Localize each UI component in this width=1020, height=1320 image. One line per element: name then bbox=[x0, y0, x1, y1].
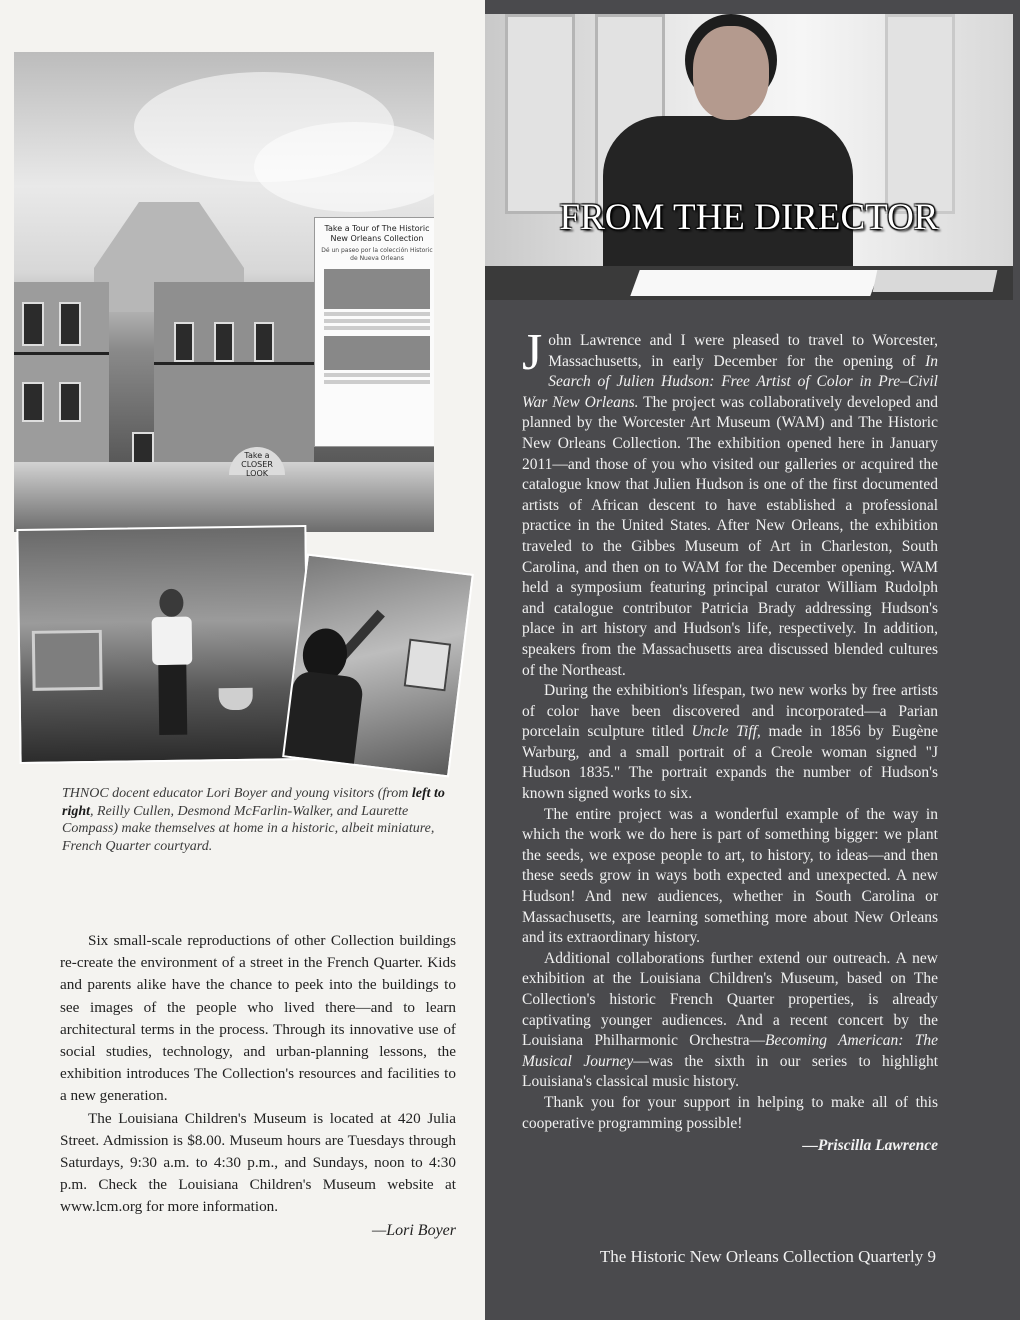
poster-subtitle: Dé un paseo por la colección Historic de Nueva Orleans bbox=[321, 247, 433, 262]
director-letter bbox=[522, 324, 939, 1157]
director-signature: —Priscilla Lawrence bbox=[802, 1137, 938, 1155]
exhibit-photo-boy bbox=[16, 525, 309, 764]
exhibit-photo-buildings bbox=[14, 52, 434, 532]
left-article-text bbox=[60, 930, 456, 1242]
left-paragraph: Six small-scale reproductions of other Collection buildings re-create the environment of a street in the French Quarter. Kids and parents alike have the chance to peek into the buildings to see images of the people who lived there—and to learn architectural terms in the process. Through its innovative use of social studies, technology, and urban-planning lessons, the exhibition introduces The Collection's resources and facilities to a new generation. bbox=[60, 932, 456, 1105]
letter-paragraph: John Lawrence and I were pleased to travel to Worcester, Massachusetts, in early December for the opening of In Search of Julien Hudson: Free Artist of Color in Pre–Civil War New Orleans. The project was collaboratively developed and planned by the Worcester Art Museum (WAM) and The Historic New Orleans Collection. The exhibition opened here in January 2011—and those of you who visited our galleries or acquired the catalogue know that Julien Hudson is one of the first documented artists of African descent to have established a professional practice in the United States. After New Orleans, the exhibition traveled to the Gibbes Museum of Art in Charleston, South Carolina, and then on to WAM for the December opening. WAM held a symposium featuring principal curator William Rudolph and catalogue contributor Patricia Brady addressing Hudson's place in art history and Hudson's life, respectively. In addition, speakers from the Massachusetts area discussed blended cultures of the Northeast. bbox=[522, 324, 938, 679]
tour-poster bbox=[314, 217, 434, 447]
page-footer: The Historic New Orleans Collection Quarterly 9 bbox=[599, 1247, 936, 1266]
letter-paragraph: Additional collaborations further extend our outreach. A new exhibition at the Louisiana Children's Museum, based on The Collection's historic French Quarter properties, is already captivating younger audiences. And a recent concert by the Louisiana Philharmonic Orchestra—Becoming American: The Musical Journey—was the sixth in our series to highlight Louisiana's classical music history. bbox=[522, 949, 939, 1091]
exhibit-photo-girl bbox=[282, 554, 474, 778]
letter-paragraph: The entire project was a wonderful example of the way in which the work we do here is part of something bigger: we plant the seeds, we expose people to art, to history, to ideas—and then these seeds grow in ways both expected and unexpected. A new Hudson! And new audiences, whether in South Carolina or Massachusetts, are learning something more about New Orleans and its extraordinary history. bbox=[522, 805, 938, 947]
letter-paragraph: During the exhibition's lifespan, two new works by free artists of color have been discovered and incorporated—a Parian porcelain sculpture titled Uncle Tiff, made in 1856 by Eugène Warburg, and a small portrait of a Creole woman signed "J Hudson 1835." The portrait expands the number of Hudson's known signed works to six. bbox=[522, 682, 938, 803]
director-photo bbox=[485, 14, 1013, 300]
drop-cap: J bbox=[522, 324, 543, 381]
left-signature: —Lori Boyer bbox=[372, 1221, 456, 1239]
section-title: FROM THE DIRECTOR bbox=[559, 197, 939, 238]
letter-paragraph: Thank you for your support in helping to make all of this cooperative programming possible! bbox=[522, 1093, 938, 1132]
poster-title: Take a Tour of The Historic New Orleans Collection bbox=[324, 224, 430, 243]
left-paragraph: The Louisiana Children's Museum is located at 420 Julia Street. Admission is $8.00. Museum hours are Tuesdays through Saturdays, 9:30 a.m. to 4:30 p.m., and Sundays, noon to 4:30 p.m. Check the Louisiana Children's Museum website at www.lcm.org for more information. bbox=[60, 1109, 456, 1216]
photo-caption: THNOC docent educator Lori Boyer and young visitors (from left to right, Reilly Cullen, Desmond McFarlin-Walker, and Laurette Compass) make themselves at home in a historic, albeit miniature, French Quarter courtyard. bbox=[62, 786, 445, 854]
closer-look-sign: Take a CLOSER LOOK bbox=[229, 447, 285, 475]
